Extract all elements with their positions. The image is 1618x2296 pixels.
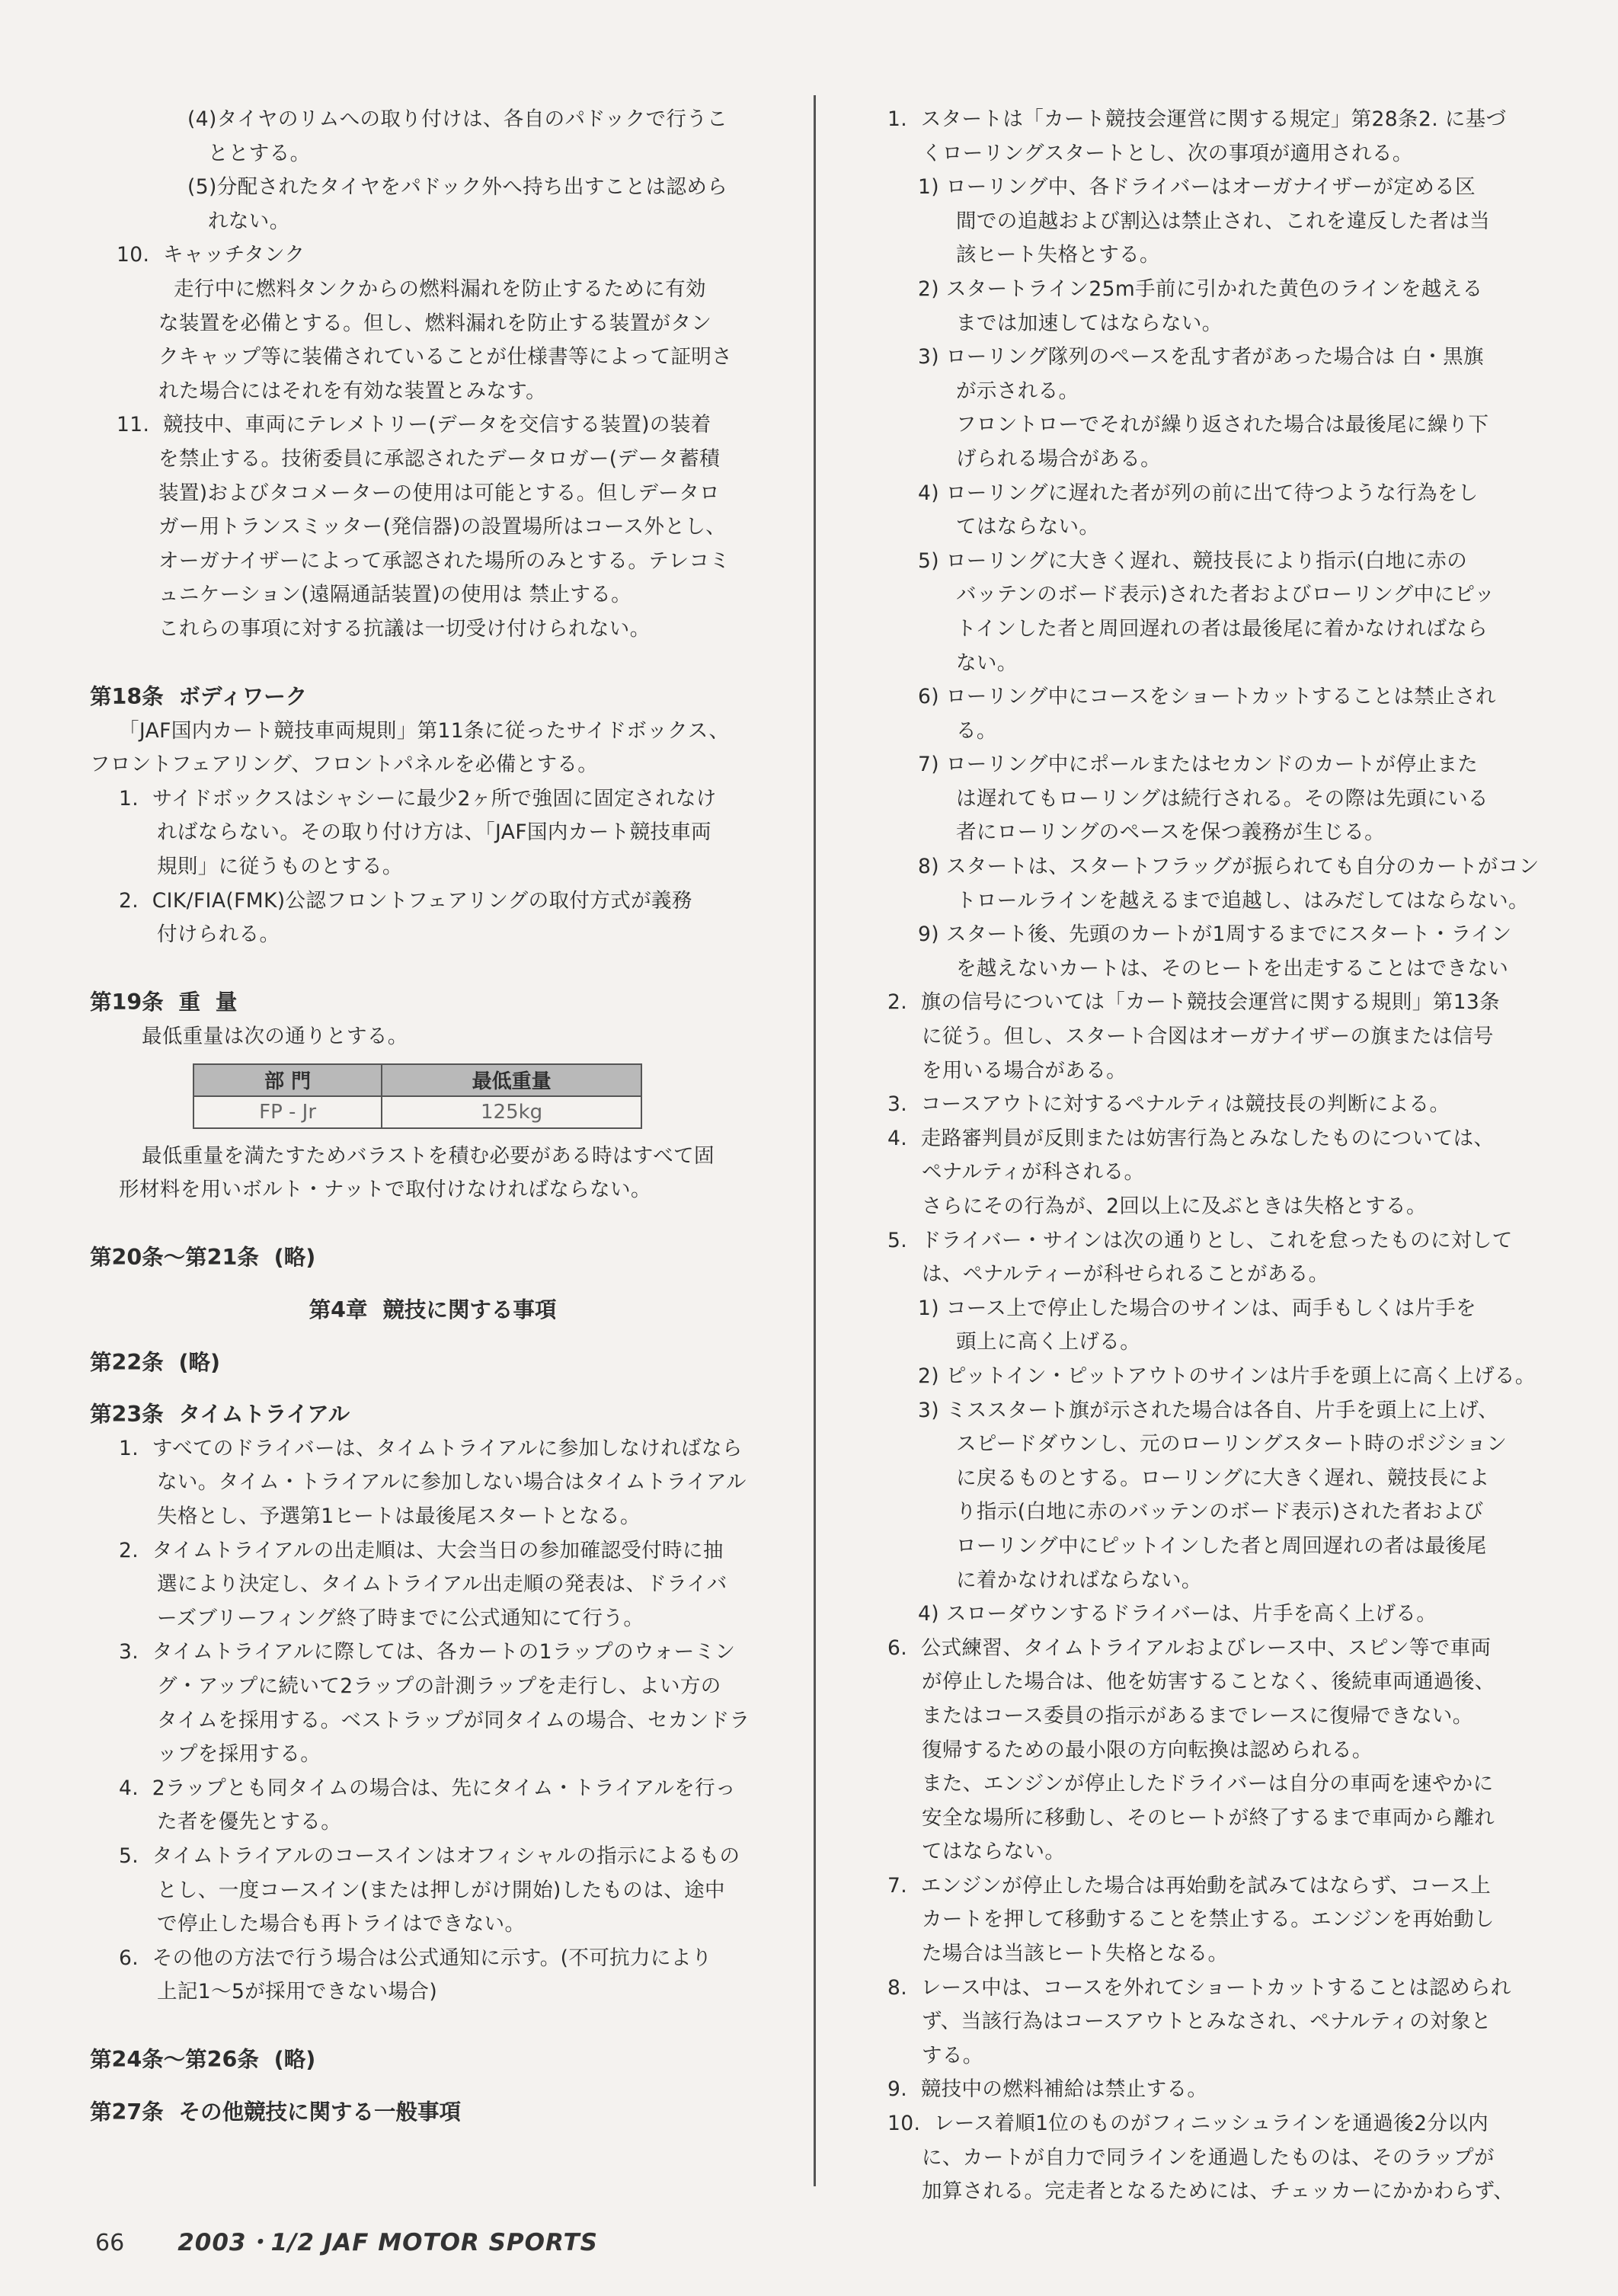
text-line: 1. すべてのドライバーは、タイムトライアルに参加しなければなら [119,1436,743,1460]
section-heading: 第20条〜第21条 (略) [90,1245,316,1271]
text-line: 3. コースアウトに対するペナルティは競技長の判断による。 [887,1092,1450,1117]
table-header-cell: 最低重量 [382,1064,641,1096]
text-line: を禁止する。技術委員に承認されたデータロガー(データ蓄積 [158,446,721,471]
section-heading: 第23条 タイムトライアル [90,1402,350,1428]
section-heading: 第22条 (略) [90,1349,221,1375]
text-line: オーガナイザーによって承認された場所のみとする。テレコミ [158,548,731,573]
left-column [90,103,775,2130]
text-line: ればならない。その取り付け方は、「JAF国内カート競技車両 [157,820,712,845]
text-line: ーズブリーフィング終了時までに公式通知にて行う。 [157,1606,644,1630]
text-line: 4) スローダウンするドライバーは、片手を高く上げる。 [918,1602,1437,1626]
text-line: 6. 公式練習、タイムトライアルおよびレース中、スピン等で車両 [887,1636,1492,1660]
spacer [90,1328,775,1346]
text-line: ガー用トランスミッター(発信器)の設置場所はコース外とし、 [158,515,727,539]
section-heading: 第27条 その他競技に関する一般事項 [90,2099,462,2125]
text-line: 失格とし、予選第1ヒートは最後尾スタートとなる。 [157,1504,641,1528]
page-footer [95,2223,598,2257]
text-line: 9. 競技中の燃料補給は禁止する。 [887,2077,1208,2102]
text-line: ととする。 [208,141,311,165]
text-line: 上記1〜5が採用できない場合) [157,1980,438,2004]
text-line: する。 [922,2043,983,2067]
text-line: 5) ローリングに大きく遅れ、競技長により指示(白地に赤の [918,548,1468,573]
table-row [193,1096,641,1128]
min-weight-table [193,1063,642,1129]
text-line: 頭上に高く上げる。 [956,1330,1141,1354]
text-line: までは加速してはならない。 [956,311,1223,335]
text-line: 1) コース上で停止した場合のサインは、両手もしくは片手を [918,1296,1477,1320]
text-line: とし、一度コースイン(または押しがけ開始)したものは、途中 [157,1878,725,1902]
text-line: (4)タイヤのリムへの取り付けは、各自のパドックで行うこ [187,107,728,131]
text-line: に従う。但し、スタート合図はオーガナイザーの旗または信号 [922,1025,1494,1049]
text-line: 形材料を用いボルト・ナットで取付けなければならない。 [119,1178,651,1202]
spacer [90,952,775,987]
spacer [90,1275,775,1293]
text-line: タイムを採用する。ベストラップが同タイムの場合、セカンドラ [157,1708,750,1732]
text-line: 選により決定し、タイムトライアル出走順の発表は、ドライバ [157,1572,727,1597]
text-line: 1. サイドボックスはシャシーに最少2ヶ所で強固に固定されなけ [119,786,717,811]
text-line: げられる場合がある。 [956,446,1161,471]
text-line: 復帰するための最小限の方向転換は認められる。 [922,1738,1373,1762]
text-line: を越えないカートは、そのヒートを出走することはできない [956,956,1509,980]
chapter-heading: 第4章 競技に関する事項 [309,1297,557,1322]
text-line: 者にローリングのペースを保つ義務が生じる。 [956,820,1386,845]
text-line: に戻るものとする。ローリングに大きく遅れ、競技長によ [956,1466,1490,1490]
text-line: 4. 走路審判員が反則または妨害行為とみなしたものについては、 [887,1126,1495,1150]
text-line: 3) ミススタート旗が示された場合は各自、片手を頭上に上げ、 [918,1398,1499,1422]
text-line: 7) ローリング中にポールまたはセカンドのカートが停止また [918,753,1479,777]
text-line: な装置を必備とする。但し、燃料漏れを防止する装置がタン [158,311,712,335]
text-line: 該ヒート失格とする。 [956,243,1160,267]
spacer [90,2010,775,2044]
text-line: た場合は当該ヒート失格となる。 [922,1942,1229,1966]
text-line: 最低重量は次の通りとする。 [142,1025,408,1049]
text-line: フロントローでそれが繰り返された場合は最後尾に繰り下 [956,413,1489,437]
text-line: 3) ローリング隊列のペースを乱す者があった場合は 白・黒旗 [918,345,1484,369]
text-line: ローリング中にピットインした者と周回遅れの者は最後尾 [956,1533,1487,1558]
text-line: れた場合にはそれを有効な装置とみなす。 [158,379,546,403]
text-line: 6) ローリング中にコースをショートカットすることは禁止され [918,685,1496,709]
right-column [880,103,1540,2209]
text-line: 安全な場所に移動し、そのヒートが終了するまで車両から離れ [922,1805,1495,1830]
section-heading: 第19条 重 量 [90,990,238,1015]
text-line: 1) ローリング中、各ドライバーはオーガナイザーが定める区 [918,175,1476,200]
publication-title: 2003・1/2 JAF MOTOR SPORTS [177,2229,598,2256]
text-line: 2) スタートライン25m手前に引かれた黄色のラインを越える [918,277,1483,301]
text-line: 8. レース中は、コースを外れてショートカットすることは認められ [887,1975,1511,2000]
text-line: 4. 2ラップとも同タイムの場合は、先にタイム・トライアルを行っ [119,1776,736,1800]
text-line: 最低重量を満たすためバラストを積む必要がある時はすべて固 [142,1143,715,1168]
text-line: ない。 [956,651,1018,675]
text-line: は遅れてもローリングは続行される。その際は先頭にいる [956,786,1488,811]
section-heading: 第24条〜第26条 (略) [90,2047,316,2073]
text-line: トインした者と周回遅れの者は最後尾に着かなければなら [956,616,1488,641]
text-line: 加算される。完走者となるためには、チェッカーにかかわらず、 [922,2179,1514,2204]
text-line: 付けられる。 [157,923,280,947]
text-line: バッテンのボード表示)された者およびローリング中にピッ [956,583,1495,607]
text-line: 「JAF国内カート競技車両規則」第11条に従ったサイドボックス、 [119,718,730,743]
text-line: くローリングスタートとし、次の事項が適用される。 [922,141,1413,165]
spacer [90,647,775,681]
text-line: 9) スタート後、先頭のカートが1周するまでにスタート・ライン [918,923,1512,947]
text-line: を用いる場合がある。 [922,1058,1127,1082]
text-line: スピードダウンし、元のローリングスタート時のポジション [956,1432,1508,1457]
text-line: これらの事項に対する抗議は一切受け付けられない。 [158,616,651,641]
text-line: 3. タイムトライアルに際しては、各カートの1ラップのウォーミン [119,1640,736,1664]
text-line: また、エンジンが停止したドライバーは自分の車両を速やかに [922,1772,1494,1796]
text-line: 7. エンジンが停止した場合は再始動を試みてはならず、コース上 [887,1873,1492,1898]
spacer [90,1207,775,1242]
text-line: 11. 競技中、車両にテレメトリー(データを交信する装置)の装着 [117,413,711,437]
text-line: ない。タイム・トライアルに参加しない場合はタイムトライアル [157,1470,747,1495]
table-header-cell: 部 門 [193,1064,382,1096]
text-line: 10. レース着順1位のものがフィニッシュラインを通過後2分以内 [887,2112,1489,2136]
text-line: (5)分配されたタイヤをパドック外へ持ち出すことは認めら [187,175,728,200]
table-cell: 125kg [382,1096,641,1128]
page-number: 66 [95,2230,125,2256]
text-line: が示される。 [956,379,1079,403]
text-line: り指示(白地に赤のバッテンのボード表示)された者および [956,1500,1484,1524]
text-line: ュニケーション(遠隔通話装置)の使用は 禁止する。 [158,583,632,607]
text-line: れない。 [208,209,290,233]
text-line: で停止した場合も再トライはできない。 [157,1912,526,1936]
text-line: 4) ローリングに遅れた者が列の前に出て待つような行為をし [918,481,1479,505]
text-line: トロールラインを越えるまで追越し、はみだしてはならない。 [956,888,1529,913]
text-line: 2. 旗の信号については「カート競技会運営に関する規則」第13条 [887,990,1501,1015]
text-line: ず、当該行為はコースアウトとみなされ、ペナルティの対象と [922,2010,1492,2034]
text-line: 8) スタートは、スタートフラッグが振られても自分のカートがコン [918,855,1540,879]
table-cell: FP - Jr [193,1096,382,1128]
text-line: ペナルティが科される。 [922,1160,1145,1185]
text-line: さらにその行為が、2回以上に及ぶときは失格とする。 [922,1194,1427,1218]
section-heading: 第18条 ボディワーク [90,684,308,710]
text-line: 間での追越および割込は禁止され、これを違反した者は当 [956,209,1490,233]
table-header-row [193,1064,641,1096]
text-line: た者を優先とする。 [157,1810,342,1834]
text-line: 10. キャッチタンク [117,243,305,267]
text-line: クキャップ等に装備されていることが仕様書等によって証明さ [158,345,733,369]
column-divider [814,95,816,2186]
text-line: に着かなければならない。 [956,1568,1202,1592]
text-line: 装置)およびタコメーターの使用は可能とする。但しデータロ [158,481,721,505]
text-line: フロントフェアリング、フロントパネルを必備とする。 [90,753,599,777]
text-line: 2. タイムトライアルの出走順は、大会当日の参加確認受付時に抽 [119,1538,724,1562]
text-line: 走行中に燃料タンクからの燃料漏れを防止するために有効 [174,277,706,301]
text-line: カートを押して移動することを禁止する。エンジンを再始動し [922,1907,1495,1932]
text-line: に、カートが自力で同ラインを通過したものは、そのラップが [922,2145,1495,2170]
text-line: またはコース委員の指示があるまでレースに復帰できない。 [922,1703,1473,1728]
text-line: グ・アップに続いて2ラップの計測ラップを走行し、よい方の [157,1674,721,1698]
text-line: 1. スタートは「カート競技会運営に関する規定」第28条2. に基づ [887,107,1507,131]
text-line: 2. CIK/FIA(FMK)公認フロントフェアリングの取付方式が義務 [119,888,692,913]
text-line: ップを採用する。 [157,1742,321,1767]
text-line: が停止した場合は、他を妨害することなく、後続車両通過後、 [922,1670,1495,1694]
spacer [90,2077,775,2096]
text-line: は、ペナルティーが科せられることがある。 [922,1262,1329,1287]
text-line: てはならない。 [922,1840,1066,1864]
spacer [90,1380,775,1398]
text-line: 規則」に従うものとする。 [157,855,403,879]
text-line: る。 [956,718,997,743]
text-line: てはならない。 [956,515,1100,539]
text-line: 5. タイムトライアルのコースインはオフィシャルの指示によるもの [119,1844,740,1868]
text-line: 6. その他の方法で行う場合は公式通知に示す。(不可抗力により [119,1946,712,1970]
text-line: 2) ピットイン・ピットアウトのサインは片手を頭上に高く上げる。 [918,1364,1536,1388]
text-line: 5. ドライバー・サインは次の通りとし、これを怠ったものに対して [887,1228,1513,1252]
